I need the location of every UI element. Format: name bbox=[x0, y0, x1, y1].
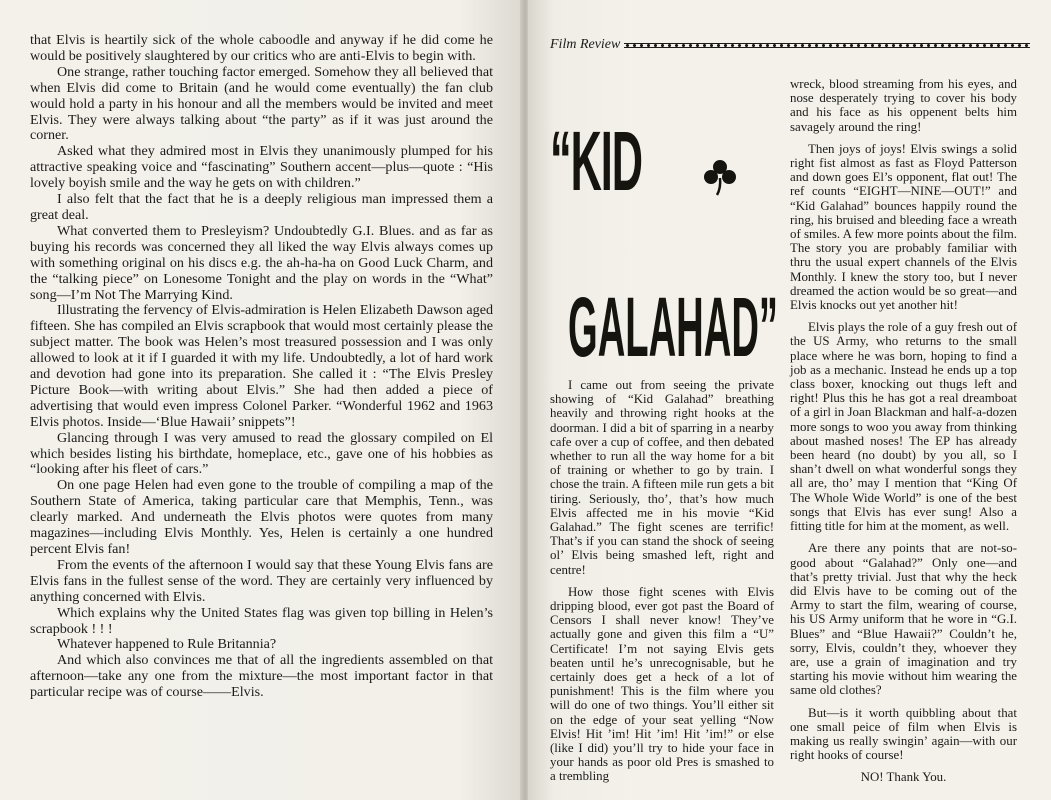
decorative-rule bbox=[624, 43, 1030, 48]
paragraph: Illustrating the fervency of Elvis-admiration is Helen Elizabeth Dawson aged fifteen. She has compiled an Elvis scrapbook that would most certainly please the subject matter. The book was Helen’s most treasured possession and I was only allowed to look at it if I guarded it with my life. Undoubtedly, a lot of hard work and devotion had gone into its preparation. She called it : “The Elvis Presley Picture Book—with writing about Elvis.” She had then added a piece of advertising that would even impress Colonel Parker. “Wonderful 1962 and 1963 Elvis photos. Inside—‘Blue Hawaii’ snippets”! bbox=[30, 302, 493, 430]
paragraph: Elvis plays the role of a guy fresh out of the US Army, who returns to the small place where he was born, hoping to find a job as a mechanic. Instead he ends up a top class boxer, knocking out thugs left and right! Plus this he has got a real dreamboat of a girl in Joan Blackman and half-a-dozen more songs to woo you away from thinking about mashed noses! The EP has already been heard (no doubt) by you all, so I shan’t dwell on what wonderful songs they all are, tho’ may I mention that “King Of The Whole Wide World” is one of the best songs that Elvis has ever sung! Also a fitting title for him at the moment, as well. bbox=[790, 320, 1017, 534]
shamrock-icon bbox=[703, 158, 737, 196]
paragraph: And which also convinces me that of all the ingredients assembled on that afternoon—take any one from the mixture—the most important factor in that particular recipe was of course——Elvis. bbox=[30, 652, 493, 701]
paragraph: I came out from seeing the private showing of “Kid Galahad” breathing heavily and throwing right hooks at the doorman. I did a bit of sparring in a nearby cafe over a cup of coffee, and then debated whether to run all the way home for a bit of training or whether to go by train. I chose the train. A fifteen mile run gets a bit tiring. Seriously, tho’, that’s how much Elvis affected me in his movie “Kid Galahad.” The fight scenes are terrific! That’s if you can stand the shock of seeing ol’ Elvis being smashed left, right and centre! bbox=[550, 378, 774, 577]
paragraph: Whatever happened to Rule Britannia? bbox=[57, 636, 277, 653]
paragraph: wreck, blood streaming from his eyes, and nose desperately trying to cover his body and his face as his oppenent belts him savagely around the ring! bbox=[790, 77, 1017, 134]
section-label: Film Review bbox=[550, 37, 621, 52]
paragraph: Then joys of joys! Elvis swings a solid right fist almost as fast as Floyd Patterson and down goes El’s opponent, flat out! The ref counts “EIGHT—NINE—OUT!” and “Kid Galahad” bounces happily round the ring, his bruised and bleeding face a wreath of smiles. A few more points about the film. The story you are probably familiar with thru the usual expert channels of the Elvis Monthly. I knew the story too, but I never dreamed the action would be so great—and Elvis knocks out yet another hit! bbox=[790, 141, 1017, 313]
title-line-2: GALAHAD” bbox=[568, 280, 778, 371]
sign-off: NO! Thank You. bbox=[860, 770, 947, 785]
left-page bbox=[0, 0, 522, 800]
section-header bbox=[550, 37, 1030, 53]
film-title bbox=[548, 86, 788, 371]
paragraph: What converted them to Presleyism? Undoubtedly G.I. Blues. and as far as buying his records was concerned they all liked the way Elvis always comes up with something original on his discs e.g. the ah-ha-ha on Good Luck Charm, and the “talking piece” on Lonesome Tonight and the play on words in the “What” song—I’m Not The Marrying Kind. bbox=[30, 222, 493, 303]
paragraph: Are there any points that are not-so-good about “Galahad?” Only one—and that’s pretty trivial. Just that why the heck did Elvis have to be coming out of the Army to start the film, wearing of course, his US Army uniform that he wore in “G.I. Blues” and “Blue Hawaii?” Couldn’t he, sorry, Elvis, couldn’t they, whoever they are, use a grain of imagination and try starting his movie without him wearing the same old clothes? bbox=[790, 541, 1017, 698]
title-line-1: “KID bbox=[550, 114, 642, 208]
review-column-1 bbox=[550, 378, 774, 784]
paragraph: Glancing through I was very amused to read the glossary compiled on El which besides listing his birthdate, homeplace, etc., gave one of his hobbies as “looking after his fleet of cars.” bbox=[30, 429, 493, 478]
paragraph: On one page Helen had even gone to the trouble of compiling a map of the Southern State of America, taking particular care that Memphis, Tenn., was clearly marked. And underneath the Elvis photos were quotes from many magazines—including Elvis Monthly. Yes, Helen is certainly a one hundred percent Elvis fan! bbox=[30, 477, 493, 557]
paragraph: How those fight scenes with Elvis dripping blood, ever got past the Board of Censors I shall never know! They’ve actually gone and given this film a “U” Certificate! I’m not saying Elvis gets beaten until he’s unrecognisable, but he certainly does get a heck of a lot of punishment! This is the film where you will do one of two things. You’ll either sit on the edge of your seat yelling “Now Elvis! Hit ’im! Hit ’im! Hit ’im!” or else (like I did) you’ll try to hide your face in your hands as poor old Pres is smashed to a trembling bbox=[550, 584, 774, 784]
paragraph: One strange, rather touching factor emerged. Somehow they all believed that when Elvis did come to Britain (and he would come eventually) the fan club would hold a party in his honour and all the members would be invited and meet Elvis. They were always talking about “the party” as if it was just around the corner. bbox=[30, 63, 493, 144]
paragraph: From the events of the afternoon I would say that these Young Elvis fans are Elvis fans in the fullest sense of the word. They are certainly very influenced by anything concerned with Elvis. bbox=[30, 556, 493, 605]
paragraph: that Elvis is heartily sick of the whole caboodle and anyway if he did come he would be positively slaughtered by our critics who are anti-Elvis to begin with. bbox=[30, 32, 493, 64]
paragraph: Asked what they admired most in Elvis they unanimously plumped for his attractive speaking voice and “fascinating” Southern accent—plus—quote : “His lovely boyish smile and the way he gets on with children.” bbox=[30, 143, 493, 192]
review-column-2 bbox=[790, 77, 1017, 785]
paragraph: Which explains why the United States flag was given top billing in Helen’s scrapbook ! ! ! bbox=[30, 604, 493, 637]
left-article-text bbox=[30, 33, 493, 701]
paragraph: I also felt that the fact that he is a deeply religious man impressed them a great deal. bbox=[30, 191, 493, 223]
paragraph: But—is it worth quibbling about that one small peice of film when Elvis is making us really swingin’ again—with our right hooks of course! bbox=[790, 705, 1017, 763]
